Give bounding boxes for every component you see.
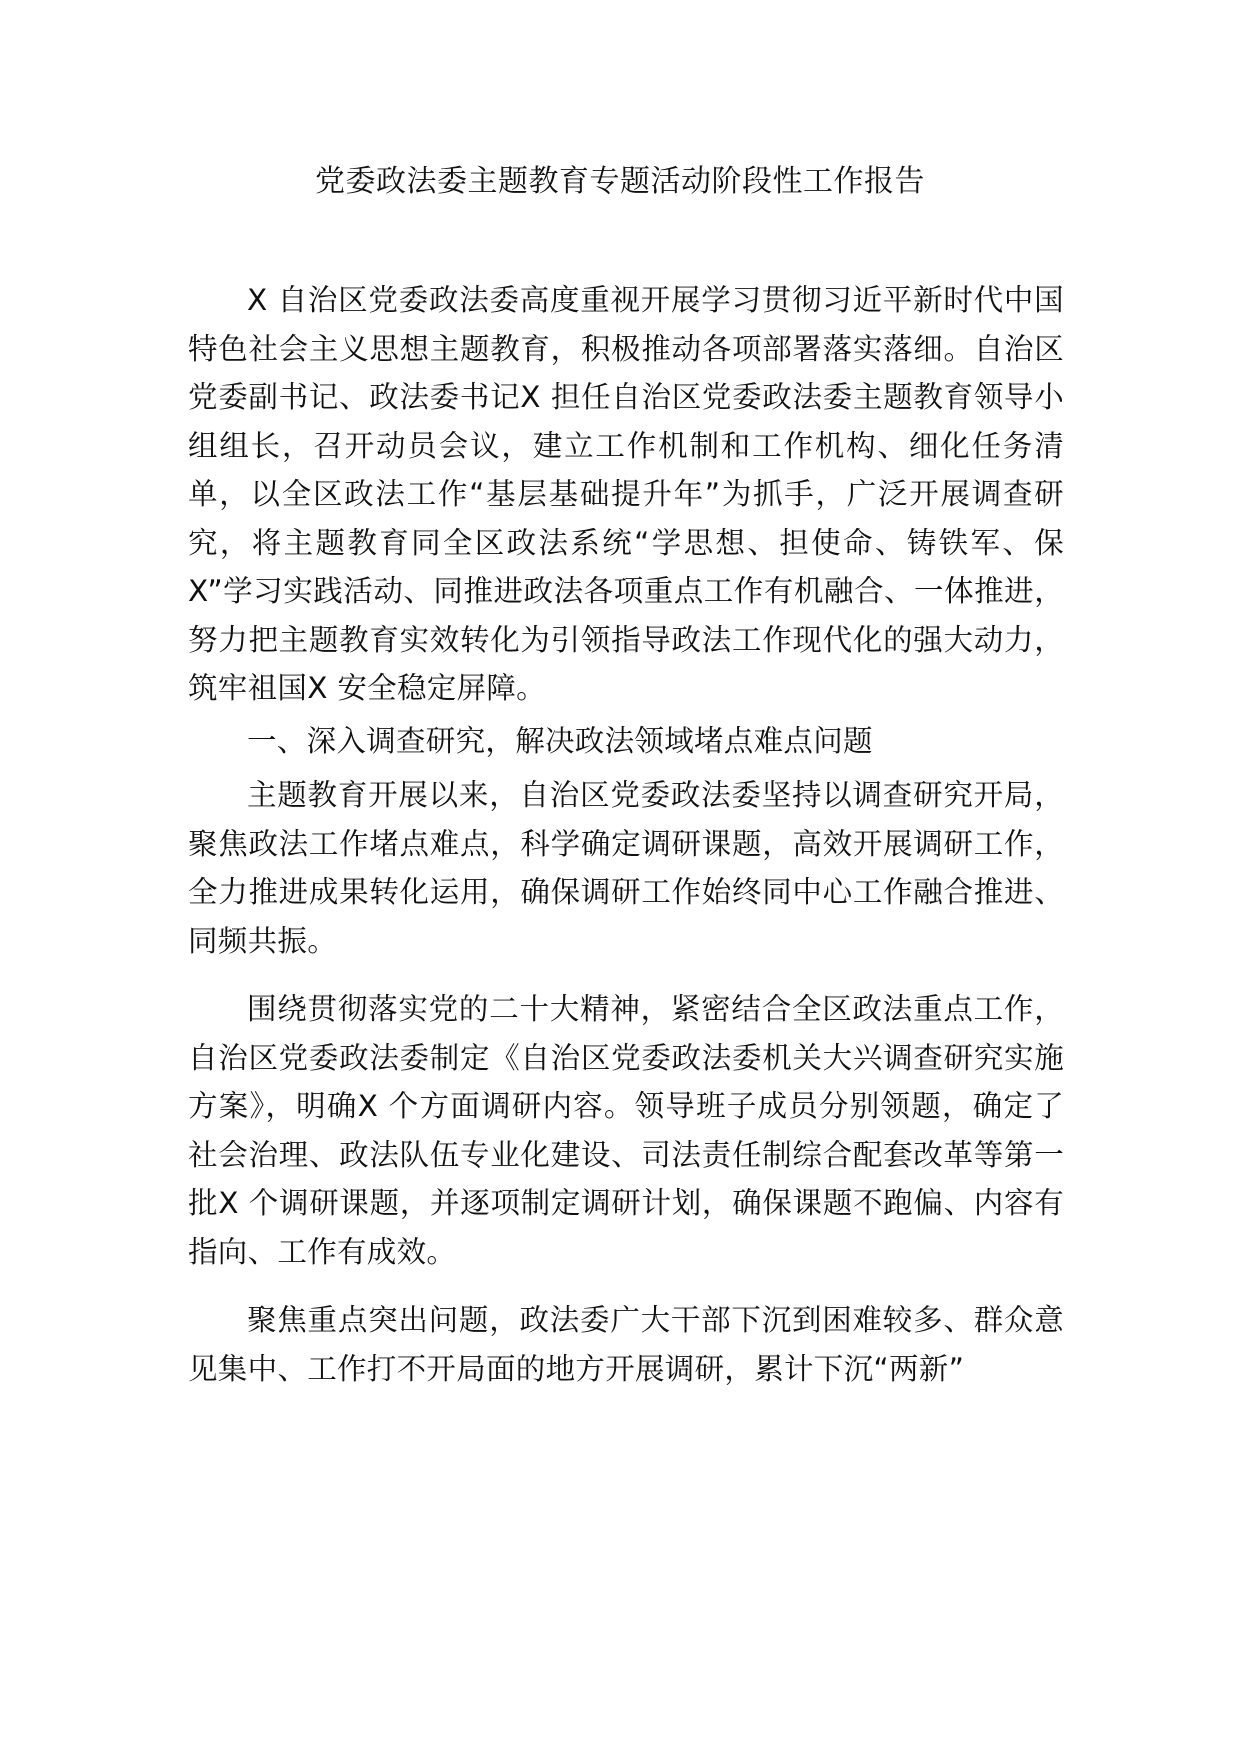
body-paragraph-3: 聚焦重点突出问题，政法委广大干部下沉到困难较多、群众意见集中、工作打不开局面的地方开展调研，累计下沉“两新” bbox=[188, 1303, 1064, 1386]
body-paragraph-2: 围绕贯彻落实党的二十大精神，紧密结合全区政法重点工作，自治区党委政法委制定《自治区党委政法委机关大兴调查研究实施方案》，明确X 个方面调研内容。领导班子成员分别领题，确定了社会治理、政法队伍专业化建设、司法责任制综合配套改革等第一批X 个调研课题，并逐项制定调研计划，确保课题不跑偏、内容有指向、工作有成效。 bbox=[188, 992, 1064, 1269]
document-title: 党委政法委主题教育专题活动阶段性工作报告 bbox=[315, 164, 925, 199]
document-body bbox=[188, 276, 1064, 1393]
intro-paragraph: X 自治区党委政法委高度重视开展学习贯彻习近平新时代中国特色社会主义思想主题教育，积极推动各项部署落实落细。自治区党委副书记、政法委书记X 担任自治区党委政法委主题教育领导小组组长，召开动员会议，建立工作机制和工作机构、细化任务清单，以全区政法工作“基层基础提升年”为抓手，广泛开展调查研究，将主题教育同全区政法系统“学思想、担使命、铸铁军、保X”学习实践活动、同推进政法各项重点工作有机融合、一体推进，努力把主题教育实效转化为引领指导政法工作现代化的强大动力，筑牢祖国X 安全稳定屏障。 bbox=[188, 283, 1064, 705]
body-paragraph-1: 主题教育开展以来，自治区党委政法委坚持以调查研究开局，聚焦政法工作堵点难点，科学确定调研课题，高效开展调研工作，全力推进成果转化运用，确保调研工作始终同中心工作融合推进、同频共振。 bbox=[188, 778, 1064, 958]
section-heading-1: 一、深入调查研究，解决政法领域堵点难点问题 bbox=[247, 723, 873, 758]
